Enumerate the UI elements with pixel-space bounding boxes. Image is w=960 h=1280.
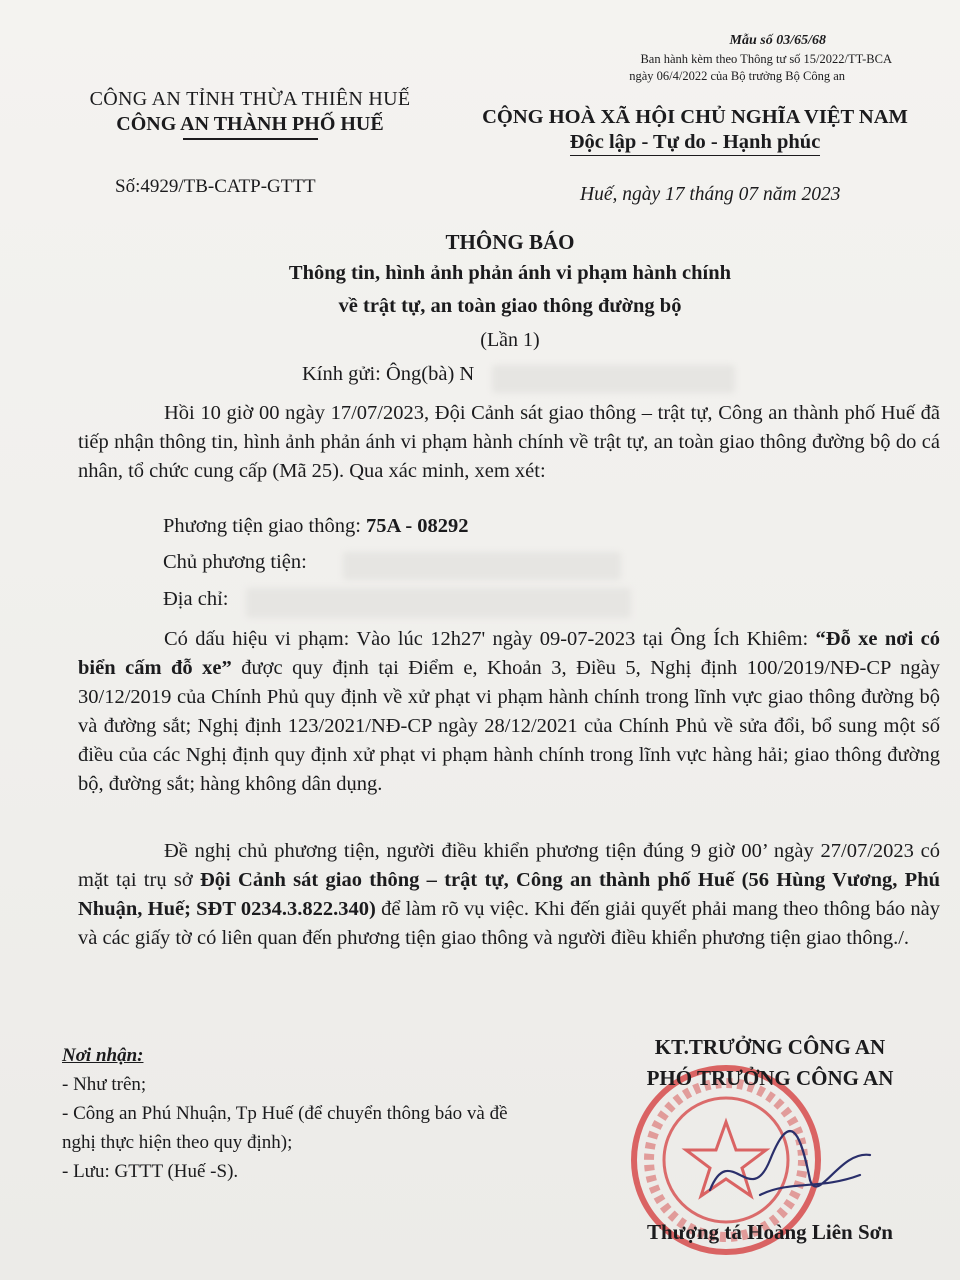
- issuer-province: CÔNG AN TỈNH THỪA THIÊN HUẾ: [89, 88, 411, 110]
- signer-name: Thượng tá Hoàng Liên Sơn: [647, 1220, 893, 1244]
- redacted-owner-name: [343, 552, 621, 580]
- signature-title-1: KT.TRƯỞNG CÔNG AN: [654, 1035, 886, 1059]
- issue-date: Huế, ngày 17 tháng 07 năm 2023: [580, 184, 841, 205]
- redacted-address: [246, 588, 631, 618]
- issuer-header: [60, 88, 440, 140]
- national-motto: Độc lập - Tự do - Hạnh phúc: [570, 131, 821, 156]
- owner-label: Chủ phương tiện:: [163, 551, 307, 573]
- document-title: THÔNG BÁO: [445, 230, 575, 254]
- vehicle-row: [163, 515, 469, 538]
- address-row: [163, 588, 228, 611]
- request-office: Đội Cảnh sát giao thông – trật tự, Công an thành phố Huế (56 Hùng Vương, Phú Nhuận, Huế; SĐT 0234.3.822.340): [78, 869, 940, 920]
- issuer-city: CÔNG AN THÀNH PHỐ HUẾ: [116, 113, 384, 135]
- handwritten-signature: [700, 1120, 880, 1220]
- national-header: [455, 106, 935, 156]
- recipients-heading: Nơi nhận:: [62, 1045, 144, 1066]
- form-reference-line-2: ngày 06/4/2022 của Bộ trưởng Bộ Công an: [629, 69, 845, 83]
- recipient-item: - Lưu: GTTT (Huế -S).: [62, 1161, 239, 1182]
- address-label: Địa chỉ:: [163, 588, 229, 610]
- document-subtitle-1: Thông tin, hình ảnh phản ánh vi phạm hành chính: [288, 262, 732, 284]
- recipients-block: [62, 1041, 532, 1186]
- document-subtitle-2: về trật tự, an toàn giao thông đường bộ: [338, 295, 682, 317]
- recipient-item: - Như trên;: [62, 1074, 147, 1095]
- violation-text-2: được quy định tại Điểm e, Khoản 3, Điều 5, Nghị định 100/2019/NĐ-CP ngày 30/12/2019 của Chính Phủ quy định về xử phạt vi phạm hành chính trong lĩnh vực giao thông đường bộ và đường sắt; Nghị định 123/2021/NĐ-CP ngày 28/12/2021 của Chính Phủ về sửa đổi, bổ sung một số điều của các Nghị định quy định xử phạt vi phạm hành chính trong lĩnh vực hàng hải; giao thông đường bộ, đường sắt; hàng không dân dụng.: [78, 657, 940, 795]
- vehicle-label: Phương tiện giao thông:: [163, 515, 367, 537]
- recipient-item: - Công an Phú Nhuận, Tp Huế (để chuyển thông báo và đề nghị thực hiện theo quy định);: [62, 1103, 508, 1153]
- request-text-2: để làm rõ vụ việc. Khi đến giải quyết phải mang theo thông báo này và các giấy tờ có liên quan đến phương tiện giao thông và người điều khiển phương tiện giao thông./.: [78, 898, 941, 949]
- recipient-salutation: Kính gửi: Ông(bà) N: [302, 363, 475, 385]
- intro-paragraph: [78, 399, 940, 486]
- redacted-recipient-name: [492, 365, 735, 393]
- violation-paragraph: [78, 625, 940, 799]
- violation-text-1: Có dấu hiệu vi phạm: Vào lúc 12h27' ngày 09-07-2023 tại Ông Ích Khiêm:: [164, 628, 816, 650]
- violation-offense: “Đỗ xe nơi có biển cấm đỗ xe”: [78, 628, 940, 679]
- request-paragraph: [78, 837, 940, 953]
- form-reference-line-1: Ban hành kèm theo Thông tư số 15/2022/TT-BCA: [640, 52, 892, 66]
- form-code: Mẫu số 03/65/68: [729, 33, 826, 48]
- notice-attempt: (Lần 1): [480, 329, 540, 351]
- national-title: CỘNG HOÀ XÃ HỘI CHỦ NGHĨA VIỆT NAM: [482, 106, 908, 128]
- request-text-1: Đề nghị chủ phương tiện, người điều khiển phương tiện đúng 9 giờ 00’ ngày 27/07/2023 có mặt tại trụ sở: [78, 840, 940, 891]
- issuer-underline: [183, 138, 318, 140]
- owner-row: [163, 551, 307, 574]
- intro-text: Hồi 10 giờ 00 ngày 17/07/2023, Đội Cảnh sát giao thông – trật tự, Công an thành phố Huế đã tiếp nhận thông tin, hình ảnh phản ánh vi phạm hành chính về trật tự, an toàn giao thông đường bộ do cá nhân, tổ chức cung cấp (Mã 25). Qua xác minh, xem xét:: [78, 402, 940, 482]
- license-plate: 75A - 08292: [366, 515, 469, 537]
- document-number: Số:4929/TB-CATP-GTTT: [115, 176, 316, 197]
- signature-title-2: PHÓ TRƯỞNG CÔNG AN: [646, 1066, 894, 1090]
